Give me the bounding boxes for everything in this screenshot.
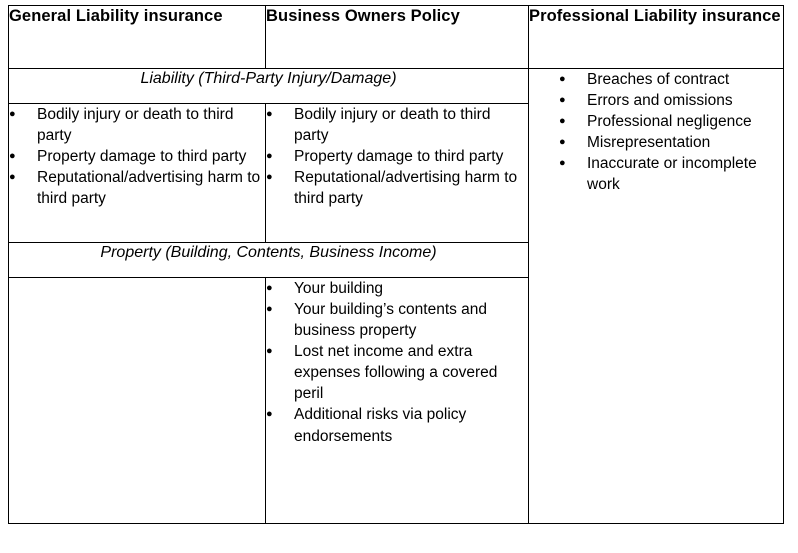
list-item: ● Inaccurate or incomplete work <box>559 153 783 195</box>
list-item: ● Property damage to third party <box>9 146 265 167</box>
list-item: ● Your building <box>266 278 528 299</box>
list-item: ● Your building’s contents and business property <box>266 299 528 341</box>
list-item: ● Misrepresentation <box>559 132 783 153</box>
list-item: ● Errors and omissions <box>559 90 783 111</box>
professional-liability-body-cell <box>529 69 784 524</box>
professional-liability-bullet-list <box>559 69 783 195</box>
table-header-row <box>9 6 784 69</box>
section-title-row-liability <box>9 69 784 104</box>
business-owners-policy-liability-bullet-list <box>266 104 528 209</box>
list-item: ● Professional negligence <box>559 111 783 132</box>
business-owners-policy-liability-cell <box>266 104 529 243</box>
list-item: ● Property damage to third party <box>266 146 528 167</box>
section-title-liability: Liability (Third-Party Injury/Damage) <box>9 69 529 104</box>
list-item: ● Lost net income and extra expenses following a covered peril <box>266 341 528 404</box>
column-header-professional-liability: Professional Liability insurance <box>529 6 784 69</box>
list-item: ● Additional risks via policy endorsements <box>266 404 528 446</box>
list-item: ● Reputational/advertising harm to third party <box>266 167 528 209</box>
general-liability-liability-cell <box>9 104 266 243</box>
business-owners-policy-property-cell <box>266 278 529 524</box>
list-item: ● Bodily injury or death to third party <box>9 104 265 146</box>
list-item: ● Reputational/advertising harm to third party <box>9 167 265 209</box>
column-header-business-owners-policy: Business Owners Policy <box>266 6 529 69</box>
professional-liability-list-wrap <box>529 69 783 195</box>
list-item: ● Bodily injury or death to third party <box>266 104 528 146</box>
general-liability-property-cell-empty <box>9 278 266 524</box>
section-title-property: Property (Building, Contents, Business Income) <box>9 243 529 278</box>
list-item: ● Breaches of contract <box>559 69 783 90</box>
column-header-general-liability: General Liability insurance <box>9 6 266 69</box>
business-owners-policy-property-bullet-list <box>266 278 528 447</box>
insurance-coverage-comparison-table <box>8 5 784 524</box>
general-liability-liability-bullet-list <box>9 104 265 209</box>
